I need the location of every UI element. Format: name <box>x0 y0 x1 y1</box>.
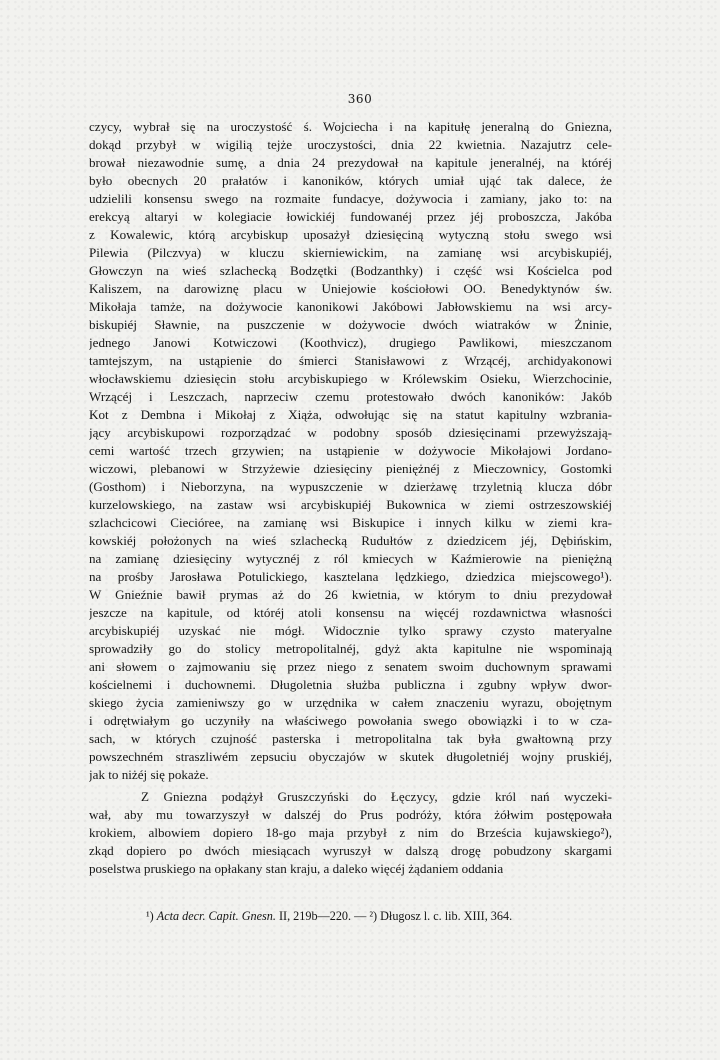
text-line: Kaliszem, na darowiznę placu w Uniejowie kościołowi OO. Benedyktynów św. <box>89 281 612 296</box>
text-line: Kot z Dembna i Mikołaj z Xiąża, odwołując się na statut kapitulny wzbrania- <box>89 407 612 422</box>
text-line: czycy, wybrał się na uroczystość ś. Wojciecha i na kapitułę jeneralną do Gniezna, <box>89 119 612 134</box>
text-line: Wrzącéj i Leszczach, naprzeciw czemu protestowało dwóch kanoników: Jakób <box>89 389 612 404</box>
paragraph-1 <box>89 118 612 784</box>
text-line: brował niezawodnie sumę, a dnia 24 prezydował na kapitule jeneralnéj, na któréj <box>89 155 612 170</box>
text-line: jednego Janowi Kotwiczowi (Koothvicz), drugiego Pawlikowi, mieszczanom <box>89 335 612 350</box>
text-line: z Kowalewic, którą arcybiskup uposażył dziesięciną wytyczną stołu swego wsi <box>89 227 612 242</box>
footnote-1-pages: II, 219b—220. — <box>278 909 367 923</box>
text-line: i odrętwiałym go uczyniły na właściwego powołania swego obowiązki i to w cza- <box>89 713 612 728</box>
text-line: powszechném straszliwém zepsuciu obyczajów w skutek długoletniéj wojny pruskiéj, <box>89 749 612 764</box>
text-line: tamtejszym, na ustąpienie do śmierci Stanisławowi z Wrzącéj, archidyakonowi <box>89 353 612 368</box>
text-line: jący arcybiskupowi rozporządzać w podobny sposób dziesięcinami przewyższają- <box>89 425 612 440</box>
text-line: (Gosthom) i Nieborzyna, na wypuszczenie w dzierżawę trzyletnią klucza dóbr <box>89 479 612 494</box>
text-line: szlachcicowi Ciecióree, na zamianę wsi Biskupice i innych kilku w ziemi kra- <box>89 515 612 530</box>
text-line: włocławskiemu dziesięcin stołu arcybiskupiego w Królewskim Osieku, Wierzchocinie, <box>89 371 612 386</box>
text-line: Mikołaja tamże, na dożywocie kanonikowi Jakóbowi Jabłowskiemu na wsi arcy- <box>89 299 612 314</box>
text-line: kościelnemi i duchownemi. Długoletnia służba publiczna i zgubny wpływ dwor- <box>89 677 612 692</box>
text-line: udzielili konsensu swego na rozmaite fundacye, dożywocia i zamiany, jako to: na <box>89 191 612 206</box>
footnote-1-marker: ¹) <box>146 909 154 923</box>
text-line: kurzelowskiego, na zastaw wsi arcybiskupiéj Bukownica w ziemi ostrzeszowskiéj <box>89 497 612 512</box>
text-line: sprowadziły go do stolicy metropolitalnéj, gdyż akta kapitulne nie wspominają <box>89 641 612 656</box>
text-line: arcybiskupiéj uzyskać nie mógł. Widocznie tylko sprawy czysto materyalne <box>89 623 612 638</box>
text-line: kowskiéj położonych na wieś szlachecką Rudułtów z dziedzicem jéj, Dębińskim, <box>89 533 612 548</box>
paragraph-2 <box>89 788 612 878</box>
text-line: wiczowi, plebanowi w Strzyżewie dziesięciny pieniężnéj z Mieczownicy, Gostomki <box>89 461 612 476</box>
text-line: dokąd przybył w wigilią tejże uroczystości, dnia 22 kwietnia. Nazajutrz cele- <box>89 137 612 152</box>
text-line: krokiem, albowiem dopiero 18-go maja przybył z nim do Brześcia kujawskiego²), <box>89 825 612 840</box>
text-line: skiego życia zamieniwszy go w urzędnika w całem znaczeniu wyrazu, obojętnym <box>89 695 612 710</box>
text-line: Głowczyn na wieś szlachecką Bodzętki (Bodzanthky) i część wsi Kościelca pod <box>89 263 612 278</box>
text-line: Pilewia (Pilczvya) w kluczu skierniewickim, na zamianę wsi arcybiskupiéj, <box>89 245 612 260</box>
text-line: było obecnych 20 prałatów i kanoników, których umiał ująć tak dalece, że <box>89 173 612 188</box>
footnotes <box>146 908 612 924</box>
text-line: jak to niżéj się pokaże. <box>89 767 209 782</box>
text-line: na prośby Jarosława Potulickiego, kasztelana lędzkiego, dziedzica miejscowego¹). <box>89 569 612 584</box>
text-line: na zamianę dziesięciny wytycznéj z ról kmiecych w Kaźmierowie na pieniężną <box>89 551 612 566</box>
text-line: jeszcze na kapitule, od któréj atoli konsensu na więcéj rozdawnictwa własności <box>89 605 612 620</box>
text-line: W Gnieźnie bawił prymas aż do 26 kwietnia, w którym to dniu prezydował <box>89 587 612 602</box>
text-line: poselstwa pruskiego na opłakany stan kraju, a daleko więcéj żądaniem oddania <box>89 861 504 876</box>
body-text <box>89 118 612 878</box>
text-line: sach, w których czujność pasterska i metropolitalna tak była gwałtowną przy <box>89 731 612 746</box>
footnote-2-marker: ²) <box>369 909 378 923</box>
text-line: ani słowem o zajmowaniu się przez niego z senatem swoim duchownym sprawami <box>89 659 612 674</box>
footnote-1-source: Acta decr. Capit. Gnesn. <box>156 909 276 923</box>
text-line: Z Gniezna podążył Gruszczyński do Łęczycy, gdzie król nań wyczeki- <box>141 789 612 804</box>
text-line: cemi wartość trzech grzywien; na ustąpienie w dożywocie Mikołajowi Jordano- <box>89 443 612 458</box>
text-line: biskupiéj Sławnie, na puszczenie w dożywocie dwóch wiatraków w Żninie, <box>89 317 612 332</box>
text-line: zkąd dopiero po dwóch miesiącach wyruszył w dalszą drogę pobudzony skargami <box>89 843 612 858</box>
footnote-2-text: Długosz l. c. lib. XIII, 364. <box>380 909 513 923</box>
page-number: 360 <box>347 92 373 106</box>
text-line: erekcyą altaryi w kolegiacie łowickiéj fundowanéj przez jéj proboszcza, Jakóba <box>89 209 612 224</box>
text-line: wał, aby mu towarzyszył w dalszéj do Prus podróży, która żółwim postępowała <box>89 807 612 822</box>
